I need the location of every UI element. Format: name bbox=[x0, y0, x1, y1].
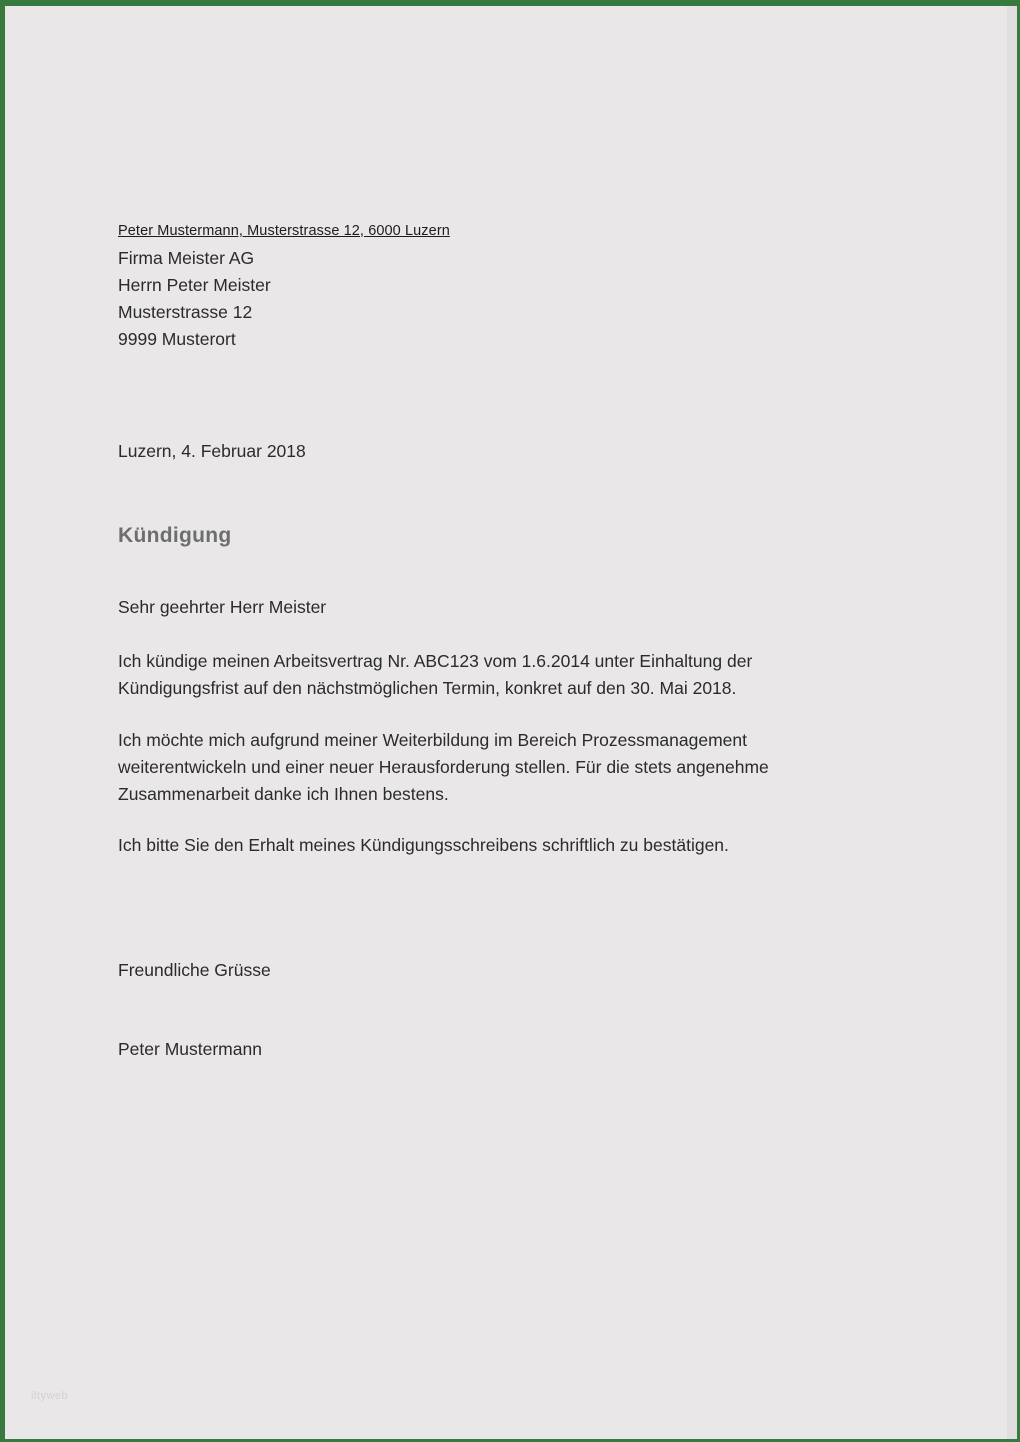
salutation: Sehr geehrter Herr Meister bbox=[118, 597, 327, 617]
watermark-text: iltyweb bbox=[31, 1390, 69, 1402]
sender-address-line: Peter Mustermann, Musterstrasse 12, 6000 Luzern bbox=[118, 223, 450, 239]
subject-heading: Kündigung bbox=[118, 524, 232, 547]
recipient-company: Firma Meister AG bbox=[118, 248, 255, 268]
paragraph-line: Ich bitte Sie den Erhalt meines Kündigungsschreibens schriftlich zu bestätigen. bbox=[118, 835, 729, 855]
body-paragraph-1 bbox=[118, 648, 858, 702]
paragraph-line: Zusammenarbeit danke ich Ihnen bestens. bbox=[118, 784, 449, 804]
closing-phrase: Freundliche Grüsse bbox=[118, 960, 271, 980]
paragraph-line: Ich kündige meinen Arbeitsvertrag Nr. ABC123 vom 1.6.2014 unter Einhaltung der bbox=[118, 651, 753, 671]
recipient-street: Musterstrasse 12 bbox=[118, 302, 253, 322]
date-line: Luzern, 4. Februar 2018 bbox=[118, 441, 306, 461]
paragraph-line: Kündigungsfrist auf den nächstmöglichen Termin, konkret auf den 30. Mai 2018. bbox=[118, 678, 737, 698]
body-paragraph-2 bbox=[118, 727, 858, 808]
recipient-city: 9999 Musterort bbox=[118, 329, 236, 349]
signature-name: Peter Mustermann bbox=[118, 1039, 262, 1059]
recipient-name: Herrn Peter Meister bbox=[118, 275, 271, 295]
body-paragraph-3 bbox=[118, 832, 858, 859]
paragraph-line: weiterentwickeln und einer neuer Herausforderung stellen. Für die stets angenehme bbox=[118, 757, 769, 777]
paragraph-line: Ich möchte mich aufgrund meiner Weiterbildung im Bereich Prozessmanagement bbox=[118, 730, 748, 750]
recipient-address-block bbox=[118, 245, 271, 353]
